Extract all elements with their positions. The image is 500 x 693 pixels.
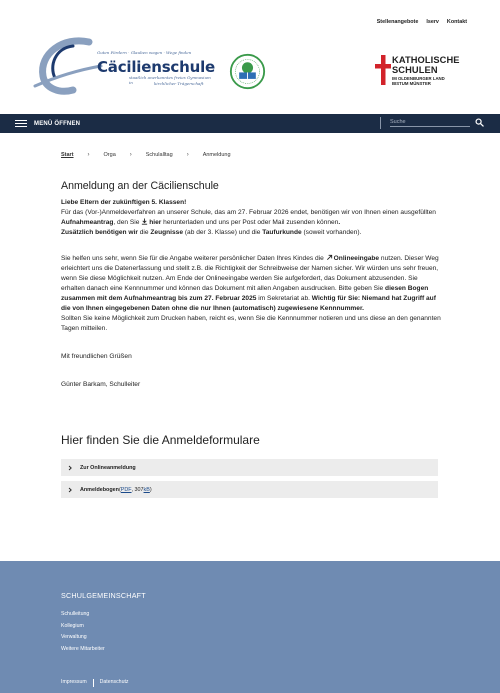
paragraph-intro <box>61 198 441 238</box>
text: , 307 <box>131 486 144 493</box>
text-bold: Wichtig für Sie: Niemand hat Zugriff auf die von Ihnen eingegebenen Daten ohne die nur Ihnen (automatisch) zugewiesene Kennnummer. <box>61 295 436 312</box>
logo-tagline-top: Guten Fördern · Glauben wagen · Wege finden <box>97 50 192 55</box>
text-bold: diesen Bogen zusammen mit dem Aufnahmeantrag bis zum 27. Februar 2025 <box>61 285 429 302</box>
footer-link-schulleitung[interactable]: Schulleitung <box>61 611 90 617</box>
breadcrumb-anmeldung: Anmeldung <box>202 152 231 158</box>
logo-tagline-bottom-1: staatlich anerkanntes freies Gymnasium in <box>129 75 211 85</box>
footer-bottom-links <box>61 679 129 687</box>
search-icon[interactable] <box>475 118 484 127</box>
text: Sollten Sie keine Möglichkeit zum Drucken haben, reicht es, wenn Sie die Kennnummer notieren und uns diese an den genannten Tagen mitteilen. <box>61 315 441 332</box>
accordion-online-registration-label: Zur Onlineanmeldung <box>80 464 136 471</box>
kath-sub-line-1: IM OLDENBURGER LAND <box>392 76 445 81</box>
text: nutzen. Dieser Weg erleichtert uns die Datenerfassung und stellt z.B. die Richtigkeit der Schreibweise der Namen sicher. Wir würden uns sehr freuen, wenn Sie diese Möglichkeit nutzen. Am Ende der Onlineeingabe werden Sie aufgefordert, das Dokument abzusenden. Sie erhalten danach eine Kennnummer und können das Dokument mit allen Angaben ausdrucken. Bitte geben Sie <box>61 255 439 292</box>
logo-name: Cäcilienschule <box>97 58 215 76</box>
text: ( <box>118 486 121 493</box>
search-box <box>380 117 486 129</box>
chevron-right-icon: › <box>129 152 132 158</box>
text: ) <box>149 486 152 493</box>
school-logo[interactable] <box>33 36 213 98</box>
chevron-right-icon <box>67 487 73 493</box>
cross-icon <box>375 55 391 85</box>
kath-title-line-1: KATHOLISCHE <box>392 55 460 65</box>
pdf-abbr: PDF <box>120 486 132 493</box>
text: im Sekretariat ab. <box>256 295 312 302</box>
text-bold: Taufurkunde <box>262 229 302 236</box>
download-icon <box>141 218 148 225</box>
divider <box>93 679 94 687</box>
kath-title <box>392 55 460 75</box>
accordion-registration-form-label: Anmeldebogen <box>80 486 119 493</box>
page-title: Anmeldung an der Cäcilienschule <box>61 180 219 192</box>
top-link-stellenangebote[interactable]: Stellenangebote <box>376 19 419 25</box>
accordion-online-registration[interactable] <box>61 459 438 476</box>
accordion-registration-form[interactable] <box>61 481 438 498</box>
chevron-right-icon <box>67 465 73 471</box>
text-bold: Zusätzlich benötigen wir <box>61 229 138 236</box>
breadcrumb-orga[interactable]: Orga <box>103 152 116 158</box>
hamburger-icon <box>15 120 27 128</box>
signature: Günter Barkam, Schulleiter <box>61 381 141 388</box>
onlineeingabe-link[interactable] <box>326 255 379 262</box>
footer-links <box>61 609 105 655</box>
main-navbar <box>0 114 500 133</box>
main-content <box>61 198 441 400</box>
text: (soweit vorhanden). <box>301 229 362 236</box>
menu-open-label: MENÜ ÖFFNEN <box>34 120 81 127</box>
forms-section-title: Hier finden Sie die Anmeldeformulare <box>61 433 260 447</box>
top-links <box>377 19 467 25</box>
menu-open-button[interactable] <box>15 120 80 128</box>
download-link-label: hier <box>149 219 162 226</box>
text-bold: Aufnahmeantrag <box>61 219 114 226</box>
intro-heading: Liebe Eltern der zukünftigen 5. Klassen! <box>61 199 187 206</box>
text: , den Sie <box>113 219 142 226</box>
top-link-iserv[interactable]: Iserv <box>426 19 439 25</box>
greeting: Mit freundlichen Grüßen <box>61 353 132 360</box>
download-link[interactable] <box>141 219 161 226</box>
text: die <box>137 229 151 236</box>
footer-title: SCHULGEMEINSCHAFT <box>61 591 146 600</box>
eco-school-badge-icon <box>229 53 266 90</box>
chevron-right-icon: › <box>87 152 90 158</box>
footer-link-verwaltung[interactable]: Verwaltung <box>61 634 87 640</box>
logo-tagline-bottom-2: kirchlicher Trägerschaft <box>154 81 204 86</box>
breadcrumb-start[interactable]: Start <box>61 152 74 158</box>
paragraph-online <box>61 254 441 334</box>
search-input[interactable] <box>390 118 470 127</box>
text-bold: Zeugnisse <box>150 229 184 236</box>
kath-title-line-2: SCHULEN <box>392 65 438 75</box>
text: Für das (Vor-)Anmeldeverfahren an unserer Schule, das am 27. Februar 2026 endet, benötigen wir von Ihnen einen ausgefüllten <box>61 209 436 216</box>
breadcrumb-schulalltag[interactable]: Schulalltag <box>145 152 173 158</box>
kb-abbr: kB <box>143 486 150 493</box>
footer <box>0 561 500 693</box>
text: (ab der 3. Klasse) und die <box>183 229 263 236</box>
footer-link-impressum[interactable]: Impressum <box>61 679 87 685</box>
breadcrumb <box>61 152 231 158</box>
footer-link-datenschutz[interactable]: Datenschutz <box>99 679 129 685</box>
text: herunterladen und uns per Post oder Mail zusenden können <box>161 219 339 226</box>
external-link-icon <box>326 254 333 261</box>
footer-link-kollegium[interactable]: Kollegium <box>61 622 84 629</box>
text-bold: . <box>338 219 341 226</box>
katholische-schulen-logo[interactable] <box>375 52 465 92</box>
chevron-right-icon: › <box>186 152 189 158</box>
onlineeingabe-link-label: Onlineeingabe <box>333 255 380 262</box>
kath-subtitle <box>392 76 445 86</box>
text: Sie helfen uns sehr, wenn Sie für die Angabe weiterer persönlicher Daten Ihres Kindes die <box>61 255 326 262</box>
kath-sub-line-2: BISTUM MÜNSTER <box>392 81 431 86</box>
footer-link-weitere-mitarbeiter[interactable]: Weitere Mitarbeiter <box>61 645 105 652</box>
top-link-kontakt[interactable]: Kontakt <box>446 19 467 25</box>
